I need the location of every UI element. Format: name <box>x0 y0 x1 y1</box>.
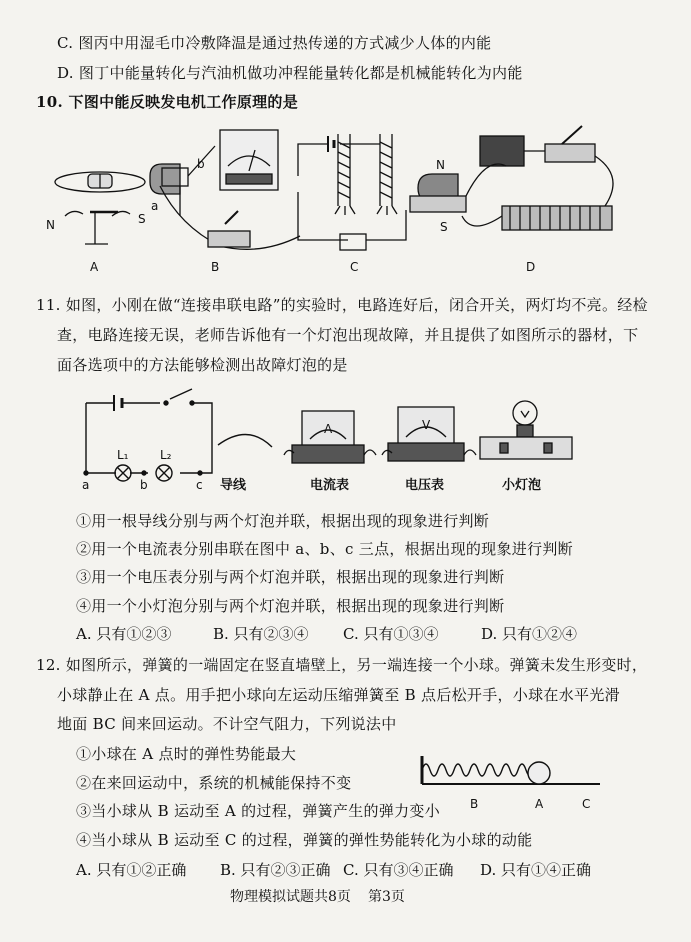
figure-b-label: B <box>211 260 220 274</box>
footer-page-number: 第3页 <box>368 889 405 905</box>
ammeter-label: 电流表 <box>310 478 350 493</box>
voltmeter-label: 电压表 <box>405 478 445 493</box>
bulb-label: 小灯泡 <box>502 478 542 493</box>
bulb-drawing <box>480 401 572 459</box>
q12-option-a: A. 只有①②正确 <box>76 861 187 879</box>
figure-c <box>298 134 406 250</box>
figure-a <box>55 172 145 244</box>
figure-b-small-b: b <box>197 157 205 171</box>
circuit-c: c <box>196 478 203 492</box>
q11-option-c: C. 只有①③④ <box>343 625 439 643</box>
q12-item-4: ④当小球从 B 运动至 C 的过程，弹簧的弹性势能转化为小球的动能 <box>76 831 533 849</box>
spring-figure <box>410 748 610 812</box>
q12-option-d: D. 只有①④正确 <box>480 861 592 879</box>
q11-item-4: ④用一个小灯泡分别与两个灯泡并联，根据出现的现象进行判断 <box>76 597 505 615</box>
q11-option-d: D. 只有①②④ <box>481 625 578 643</box>
figure-a-n: N <box>46 218 55 232</box>
q9-option-d: D. 图丁中能量转化与汽油机做功冲程能量转化都是机械能转化为内能 <box>57 64 523 82</box>
q11-item-1: ①用一根导线分别与两个灯泡并联，根据出现的现象进行判断 <box>76 512 490 530</box>
q12-item-1: ①小球在 A 点时的弹性势能最大 <box>76 745 297 763</box>
figure-a-s: S <box>138 212 146 226</box>
spring-b: B <box>470 797 479 811</box>
circuit-b: b <box>140 478 148 492</box>
figure-d-label: D <box>526 260 536 274</box>
figure-d-n: N <box>436 158 445 172</box>
figure-b <box>150 130 300 249</box>
figure-b-small-a: a <box>151 199 159 213</box>
q11-figure <box>70 385 590 497</box>
q12-line1: 12. 如图所示，弹簧的一端固定在竖直墙壁上，另一端连接一个小球。弹簧未发生形变时， <box>36 656 648 674</box>
q11-item-2: ②用一个电流表分别串联在图中 a、b、c 三点，根据出现的现象进行判断 <box>76 540 573 558</box>
voltmeter-letter: V <box>422 418 431 432</box>
q12-item-3: ③当小球从 B 运动至 A 的过程，弹簧产生的弹力变小 <box>76 802 441 820</box>
spring-c: C <box>582 797 591 811</box>
q11-line3: 面各选项中的方法能够检测出故障灯泡的是 <box>57 356 348 374</box>
q11-item-3: ③用一个电压表分别与两个灯泡并联，根据出现的现象进行判断 <box>76 568 505 586</box>
spring-a: A <box>535 797 544 811</box>
q10-stem: 10. 下图中能反映发电机工作原理的是 <box>36 93 299 111</box>
figure-a-label: A <box>90 260 99 274</box>
ammeter-drawing <box>284 411 376 463</box>
wire-drawing <box>218 434 272 447</box>
q11-option-a: A. 只有①②③ <box>76 625 172 643</box>
figure-d-s: S <box>440 220 448 234</box>
ammeter-letter: A <box>324 422 333 436</box>
q10-figure <box>40 116 640 276</box>
voltmeter-drawing <box>382 407 476 461</box>
q12-option-b: B. 只有②③正确 <box>220 861 331 879</box>
q11-line1: 11. 如图，小刚在做“连接串联电路”的实验时，电路连好后，闭合开关，两灯均不亮。经检 <box>36 296 648 314</box>
q12-item-2: ②在来回运动中，系统的机械能保持不变 <box>76 774 352 792</box>
q12-option-c: C. 只有③④正确 <box>343 861 454 879</box>
q12-line2: 小球静止在 A 点。用手把小球向左运动压缩弹簧至 B 点后松开手，小球在水平光滑 <box>57 686 620 704</box>
circuit-l1: L₁ <box>117 448 129 462</box>
figure-c-label: C <box>350 260 359 274</box>
figure-d <box>410 126 613 230</box>
series-circuit <box>84 389 212 481</box>
footer-total-pages: 物理模拟试题共8页 <box>230 889 351 905</box>
q12-line3: 地面 BC 间来回运动。不计空气阻力，下列说法中 <box>57 715 397 733</box>
wire-label: 导线 <box>220 478 247 493</box>
q9-option-c: C. 图丙中用湿毛巾冷敷降温是通过热传递的方式减少人体的内能 <box>57 34 492 52</box>
circuit-a: a <box>82 478 90 492</box>
q11-line2: 查，电路连接无误，老师告诉他有一个灯泡出现故障，并且提供了如图所示的器材，下 <box>57 326 639 344</box>
q11-option-b: B. 只有②③④ <box>213 625 309 643</box>
circuit-l2: L₂ <box>160 448 172 462</box>
